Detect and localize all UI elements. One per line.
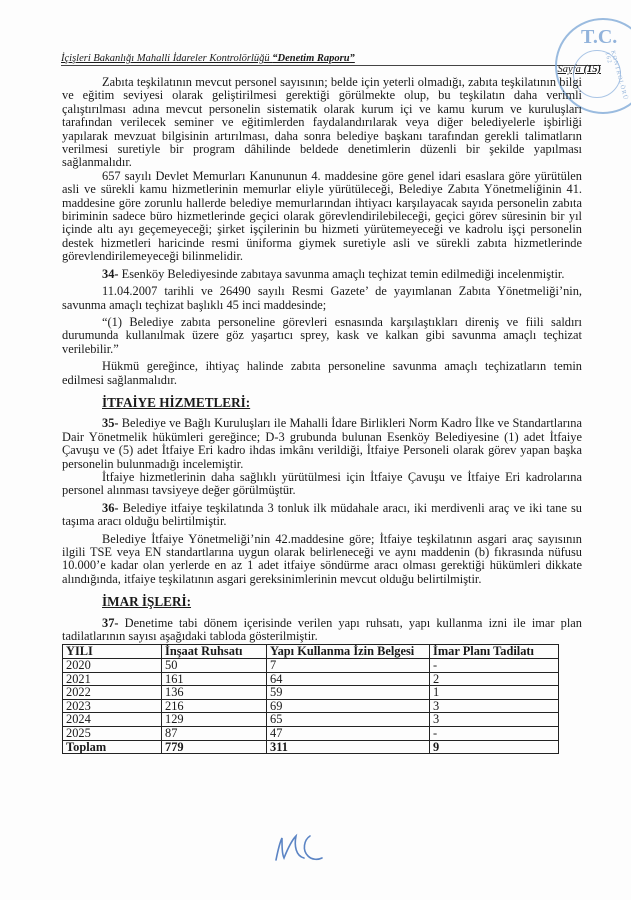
table-row — [63, 672, 559, 686]
cell: 7 — [267, 659, 430, 673]
paragraph: İtfaiye hizmetlerinin daha sağlıklı yürütülmesi için İtfaiye Çavuşu ve İtfaiye Eri kadrolarına personel alınması tavsiyeye değer görülmüştür. — [62, 469, 582, 498]
stamp-ring-text: KONTROLÖRÜ 162 — [603, 50, 629, 102]
table-row — [63, 699, 559, 713]
table-row — [63, 659, 559, 673]
table-row — [63, 713, 559, 727]
cell: 47 — [267, 727, 430, 741]
col-header-yapi-kullanma: Yapı Kullanma İzin Belgesi — [267, 645, 430, 659]
paragraph-item-36: 36- Belediye itfaiye teşkilatında 3 tonluk ilk müdahale aracı, iki merdivenli araç ve iki tane su taşıma aracı olduğu belirtilmiştir. — [62, 500, 582, 529]
imar-table — [62, 644, 559, 754]
report-body — [62, 76, 582, 754]
cell: 69 — [267, 699, 430, 713]
cell: 9 — [430, 740, 559, 754]
cell: 161 — [162, 672, 267, 686]
quote-paragraph: “(1) Belediye zabıta personeline görevleri esnasında karşılaştıkları direniş ve fiili saldırı durumunda kullanılmak üzere göz yaşartıcı sprey, kask ve kalkan gibi savunma amaçlı teçhizat verilebilir.” — [62, 314, 582, 356]
cell: 64 — [267, 672, 430, 686]
cell: 2023 — [63, 699, 162, 713]
col-header-insaat: İnşaat Ruhsatı — [162, 645, 267, 659]
table-row — [63, 727, 559, 741]
cell: 2022 — [63, 686, 162, 700]
col-header-year: YILI — [63, 645, 162, 659]
cell: 136 — [162, 686, 267, 700]
section-heading-itfaiye: İTFAİYE HİZMETLERİ: — [102, 394, 251, 410]
paragraph: Hükmü gereğince, ihtiyaç halinde zabıta personeline savunma amaçlı teçhizatların temin edilmesi sağlanmalıdır. — [62, 359, 582, 387]
paragraph: Belediye İtfaiye Yönetmeliği’nin 42.maddesine göre; İtfaiye teşkilatının asgari araç sayısının ilgili TSE veya EN standartlarına uygun olarak belirleneceği ve aynı maddenin (b) fıkrasında nüfusu 10.000’e kadar olan yerlerde en az 1 adet itfaiye söndürme aracı olması gerektiği hükümleri dikkate alındığında, itfaiye teşkilatının asgari gereksinimlerinin mevcut olduğu belirtilmiştir. — [62, 531, 582, 586]
cell: 3 — [430, 699, 559, 713]
cell: 1 — [430, 686, 559, 700]
cell: 129 — [162, 713, 267, 727]
cell: - — [430, 659, 559, 673]
cell: 3 — [430, 713, 559, 727]
cell: 2 — [430, 672, 559, 686]
paragraph-item-34: 34- Esenköy Belediyesinde zabıtaya savunma amaçlı teçhizat temin edilmediği incelenmiştir. — [102, 266, 565, 281]
paragraph-item-35: 35- Belediye ve Bağlı Kuruluşları ile Mahalli İdare Birlikleri Norm Kadro İlke ve Standartlarına Dair Yönetmelik hükümleri gereğince; D-3 grubunda bulunan Esenköy Belediyesine (1) adet İtfaiye Çavuşu ve (5) adet İtfaiye Eri kadro ihdas imkânı verildiği, İtfaiye Personeli olarak görev yapan başka personelin bulunmadığı incelemiştir. — [62, 416, 582, 471]
report-title: İçişleri Bakanlığı Mahalli İdareler Kontrolörlüğü “Denetim Raporu” — [61, 53, 355, 64]
paragraph: 657 sayılı Devlet Memurları Kanununun 4. maddesine göre genel idari esaslara göre yürütülen asli ve sürekli kamu hizmetlerinin memurlar eliyle yürütüleceği, Belediye Zabıta Yönetmeliğinin 41. maddesine göre zorunlu hallerde belediye memurlarından ihtiyacı karşılayacak sayıda personelin zabıta biriminin sadece büro hizmetlerinde geçici olarak görevlendirilebileceği, geçici görev süresinin bir yıl içinde altı ayı geçemeyeceği; şirket işçilerinin bu hizmeti yürütemeyeceği ve kadrolu işçi personelin destek hizmetleri haricinde resmi üniforma giymek suretiyle asli ve sürekli zabıta hizmetlerinde görevlendirilemeyeceği bilinmelidir. — [62, 168, 582, 264]
cell: 2025 — [63, 727, 162, 741]
table-total-row — [63, 740, 559, 754]
cell: 779 — [162, 740, 267, 754]
cell: 311 — [267, 740, 430, 754]
paragraph: Zabıta teşkilatının mevcut personel sayısının; belde için yeterli olmadığı, zabıta teşkilatının bilgi ve eğitim seviyesi olarak geliştirilmesi gerektiği görülmekte olup, bu teşkilatın daha verimli çalıştırılması adına mevcut personelin sistematik olarak kurum içi ve kamu kurum ve kuruluşları tarafından verilecek seminer ve eğitimlerden faydalandırılarak veya diğer belediyelerle işbirliği yapılarak mevzuat bilgisinin artırılması, daha sonra belediye başkanı tarafından gerekli talimatların verilmesi suretiyle bir program dâhilinde beldede denetimlerin düzenli bir şekilde yapılması sağlanmalıdır. — [62, 75, 582, 170]
signature-icon — [270, 828, 330, 868]
cell: - — [430, 727, 559, 741]
cell: 2024 — [63, 713, 162, 727]
paragraph-item-37: 37- Denetime tabi dönem içerisinde verilen yapı ruhsatı, yapı kullanma izni ile imar plan tadilatlarının sayısı aşağıdaki tabloda gösterilmiştir. — [62, 615, 582, 644]
page-number: Sayfa (15) — [557, 64, 601, 75]
cell: 2021 — [63, 672, 162, 686]
cell: 216 — [162, 699, 267, 713]
cell: 2020 — [63, 659, 162, 673]
paragraph: 11.04.2007 tarihli ve 26490 sayılı Resmi Gazete’ de yayımlanan Zabıta Yönetmeliği’nin, savunma amaçlı teçhizat başlıklı 45 inci maddesinde; — [62, 284, 582, 312]
col-header-imar-plan: İmar Planı Tadilatı — [430, 645, 559, 659]
cell: 59 — [267, 686, 430, 700]
cell: 65 — [267, 713, 430, 727]
table-header-row — [63, 645, 559, 659]
cell: Toplam — [63, 740, 162, 754]
cell: 50 — [162, 659, 267, 673]
section-heading-imar: İMAR İŞLERİ: — [102, 594, 192, 610]
table-row — [63, 686, 559, 700]
stamp-tc-text: T.C. — [581, 26, 618, 48]
page-header — [61, 53, 601, 66]
cell: 87 — [162, 727, 267, 741]
